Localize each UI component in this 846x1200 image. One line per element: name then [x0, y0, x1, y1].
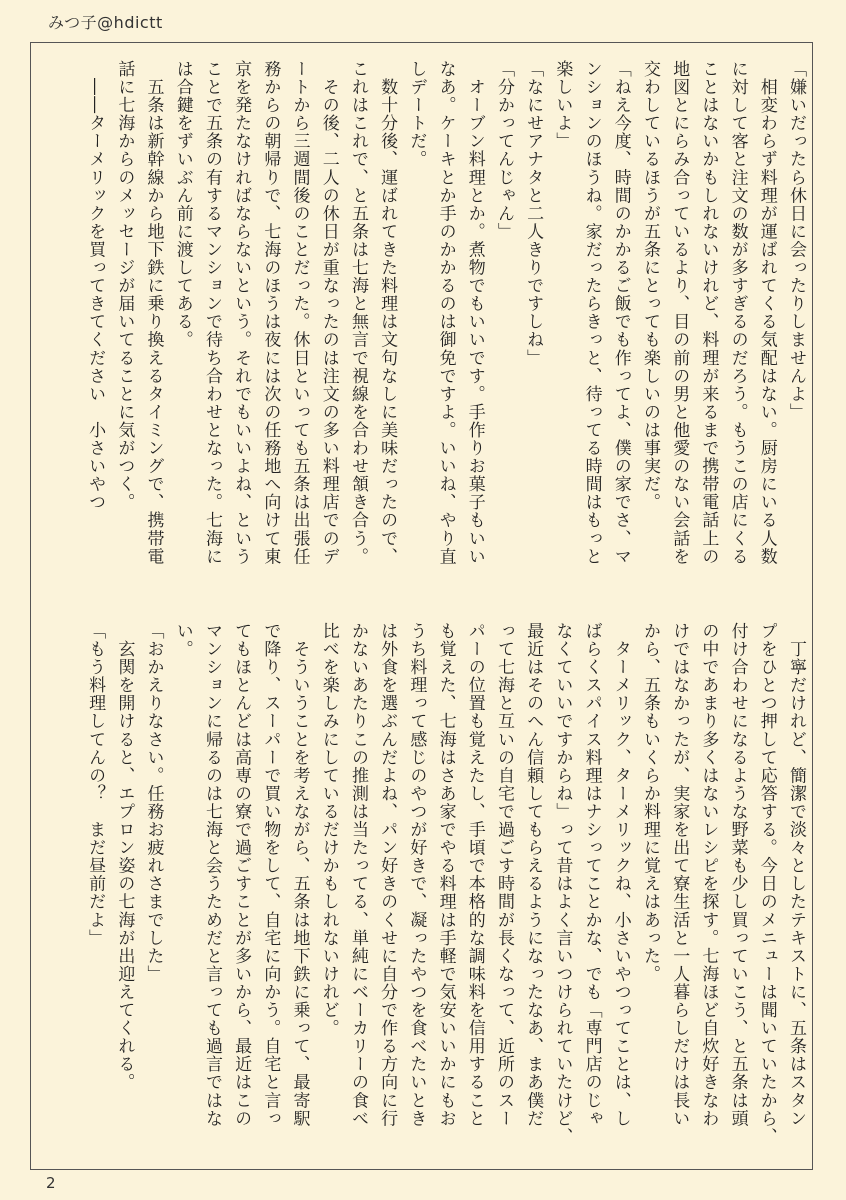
page-number: 2 — [46, 1174, 56, 1192]
text-line: てもほとんどは高専の寮で過ごすことが多いから、最近はこの — [231, 622, 252, 1128]
text-line: 「なにせアナタと二人きりですしね」 — [523, 60, 544, 367]
text-line: 「もう料理してんの？ まだ昼前だよ」 — [85, 622, 106, 947]
text-line: 玄関を開けると、エプロン姿の七海が出迎えてくれる。 — [114, 622, 135, 1092]
text-line: って七海と互いの自宅で過ごす時間が長くなって、近所のスー — [493, 622, 514, 1128]
text-line: 務からの朝帰りで、七海のほうは夜には次の任務地へ向けて東 — [260, 60, 281, 566]
text-line: も覚えた、七海はさあ家でやる料理は手軽で気安いいかにもお — [435, 622, 456, 1128]
text-line: ートから三週間後のことだった。休日といっても五条は出張任 — [289, 60, 310, 566]
text-block-bottom — [80, 622, 810, 1162]
text-line: ことで五条の有するマンションで待ち合わせとなった。七海に — [201, 60, 222, 566]
text-line: パーの位置も覚えたし、手頃で本格的な調味料を信用すること — [464, 622, 485, 1128]
text-line: 地図とにらみ合っているより、目の前の男と他愛のない会話を — [669, 60, 690, 566]
text-line: 付け合わせになるような野菜も少し買っていこう、と五条は頭 — [727, 622, 748, 1128]
text-block-top — [80, 60, 810, 620]
text-line: 「ねえ今度、時間のかかるご飯でも作ってよ、僕の家でさ、マ — [610, 60, 631, 566]
text-line: ンションのほうね。家だったらきっと、待ってる時間はもっと — [581, 60, 602, 566]
text-line: そういうことを考えながら、五条は地下鉄に乗って、最寄駅 — [289, 622, 310, 1128]
text-line: かないあたりこの推測は当たってる、単純にベーカリーの食べ — [347, 622, 368, 1128]
text-line: しデートだ。 — [406, 60, 427, 169]
text-line: で降り、スーパーで買い物をして、自宅に向かう。自宅と言っ — [260, 622, 281, 1128]
text-line: けではなかったが、実家を出て寮生活と一人暮らしだけは長い — [669, 622, 690, 1128]
text-line: 丁寧だけれど、簡潔で淡々としたテキストに、五条はスタン — [786, 622, 806, 1128]
text-line: い。 — [172, 622, 193, 659]
text-line: 京を発たなければならないという。それでもいいよね、という — [231, 60, 252, 566]
text-line: 「分かってんじゃん」 — [493, 60, 514, 241]
text-line: ――ターメリックを買ってきてください 小さいやつ — [85, 60, 106, 512]
text-line: マンションに帰るのは七海と会うためだと言っても過言ではな — [201, 622, 222, 1128]
text-line: ばらくスパイス料理はナシってことかな、でも「専門店のじゃ — [581, 622, 602, 1128]
text-line: 話に七海からのメッセージが届いてることに気がつく。 — [114, 60, 135, 512]
text-line: 数十分後、運ばれてきた料理は文句なしに美味だったので、 — [377, 60, 398, 566]
text-line: 「嫌いだったら休日に会ったりしませんよ」 — [786, 60, 806, 421]
text-line: なあ。ケーキとか手のかかるのは御免ですよ。いいね、やり直 — [435, 60, 456, 566]
text-line: ターメリック、ターメリックね、小さいやつってことは、し — [610, 622, 631, 1128]
text-line: から、五条もいくらか料理に覚えはあった。 — [639, 622, 660, 983]
text-line: 相変わらず料理が運ばれてくる気配はない。厨房にいる人数 — [756, 60, 777, 566]
text-line: は合鍵をずいぶん前に渡してある。 — [172, 60, 193, 349]
text-line: ことはないかもしれないけれど、料理が来るまで携帯電話上の — [698, 60, 719, 566]
text-line: その後、二人の休日が重なったのは注文の多い料理店でのデ — [318, 60, 339, 566]
text-line: 楽しいよ」 — [552, 60, 573, 151]
text-line: の中であまり多くはないレシピを探す。七海ほど自炊好きなわ — [698, 622, 719, 1128]
text-line: オーブン料理とか。煮物でもいいです。手作りお菓子もいい — [464, 60, 485, 566]
text-line: に対して客と注文の数が多すぎるのだろう。もうこの店にくる — [727, 60, 748, 566]
text-line: 「おかえりなさい。任務お疲れさまでした」 — [143, 622, 164, 983]
text-line: うち料理って感じのやつが好きで、凝ったやつを食べたいとき — [406, 622, 427, 1128]
text-line: 最近はそのへん信頼してもらえるようになったなあ、まあ僕だ — [523, 622, 544, 1128]
text-line: なくていいですからね」って昔はよく言いつけられていたけど、 — [552, 622, 573, 1146]
text-line: これはこれで、と五条は七海と無言で視線を合わせ頷き合う。 — [347, 60, 368, 566]
text-line: 比べを楽しみにしているだけかもしれないけれど。 — [318, 622, 339, 1038]
author-header: みつ子@hdictt — [48, 13, 163, 32]
text-line: 交わしているほうが五条にとっても楽しいのは事実だ。 — [639, 60, 660, 512]
text-line: は外食を選ぶんだよね、パン好きのくせに自分で作る方向に行 — [377, 622, 398, 1128]
text-line: プをひとつ押して応答する。今日のメニューは聞いていたから、 — [756, 622, 777, 1146]
text-line: 五条は新幹線から地下鉄に乗り換えるタイミングで、携帯電 — [143, 60, 164, 566]
